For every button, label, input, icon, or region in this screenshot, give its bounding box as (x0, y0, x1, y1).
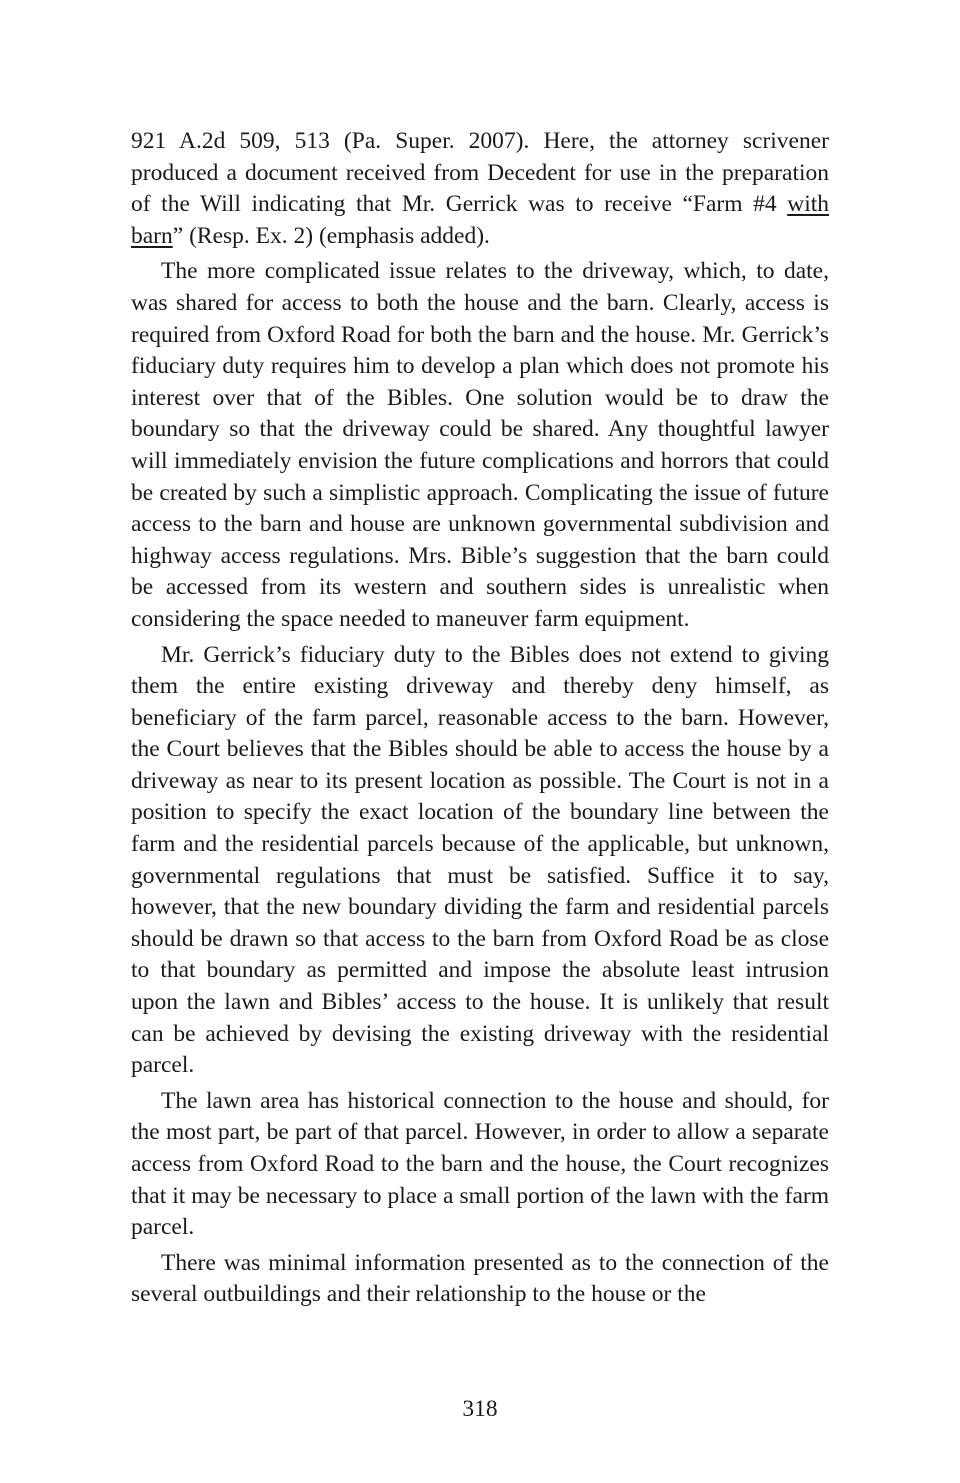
paragraph-5: There was minimal information presented as to the connection of the several outbuildings and their relationship to the house or the (131, 1249, 829, 1308)
paragraph-3: Mr. Gerrick’s fiduciary duty to the Bibles does not extend to giving them the entire existing driveway and thereby deny himself, as beneficiary of the farm parcel, reasonable access to the barn. However, the Court believes that the Bibles should be able to access the house by a driveway as near to its present location as possible. The Court is not in a position to specify the exact location of the boundary line between the farm and the residential parcels because of the applicable, but unknown, governmental regulations that must be satisfied. Suffice it to say, however, that the new boundary dividing the farm and residential parcels should be drawn so that access to the barn from Oxford Road be as close to that boundary as permitted and impose the absolute least intrusion upon the lawn and Bibles’ access to the house. It is unlikely that result can be achieved by devising the existing driveway with the residential parcel. (131, 641, 829, 1079)
paragraph-4: The lawn area has historical connection to the house and should, for the most part, be part of that parcel. However, in order to allow a separate access from Oxford Road to the barn and the house, the Court recognizes that it may be necessary to place a small portion of the lawn with the farm parcel. (131, 1087, 829, 1241)
body-text (131, 126, 829, 1315)
underlined-emphasis: with barn (131, 191, 829, 249)
paragraph-1-text-before: 921 A.2d 509, 513 (Pa. Super. 2007). Here, the attorney scrivener produced a document received from Decedent for use in the preparation of the Will indicating that Mr. Gerrick was to receive “Farm #4 (131, 128, 829, 218)
paragraph-1 (131, 126, 829, 252)
page-number: 318 (462, 1396, 498, 1422)
paragraph-2: The more complicated issue relates to the driveway, which, to date, was shared for access to both the house and the barn. Clearly, access is required from Oxford Road for both the barn and the house. Mr. Gerrick’s fiduciary duty requires him to develop a plan which does not promote his interest over that of the Bibles. One solution would be to draw the boundary so that the driveway could be shared. Any thoughtful lawyer will immediately envision the future complications and horrors that could be created by such a simplistic approach. Complicating the issue of future access to the barn and house are unknown governmental subdivision and highway access regulations. Mrs. Bible’s suggestion that the barn could be accessed from its western and southern sides is unrealistic when considering the space needed to maneuver farm equipment. (131, 258, 829, 632)
paragraph-1-text-after: ” (Resp. Ex. 2) (emphasis added). (172, 222, 490, 249)
